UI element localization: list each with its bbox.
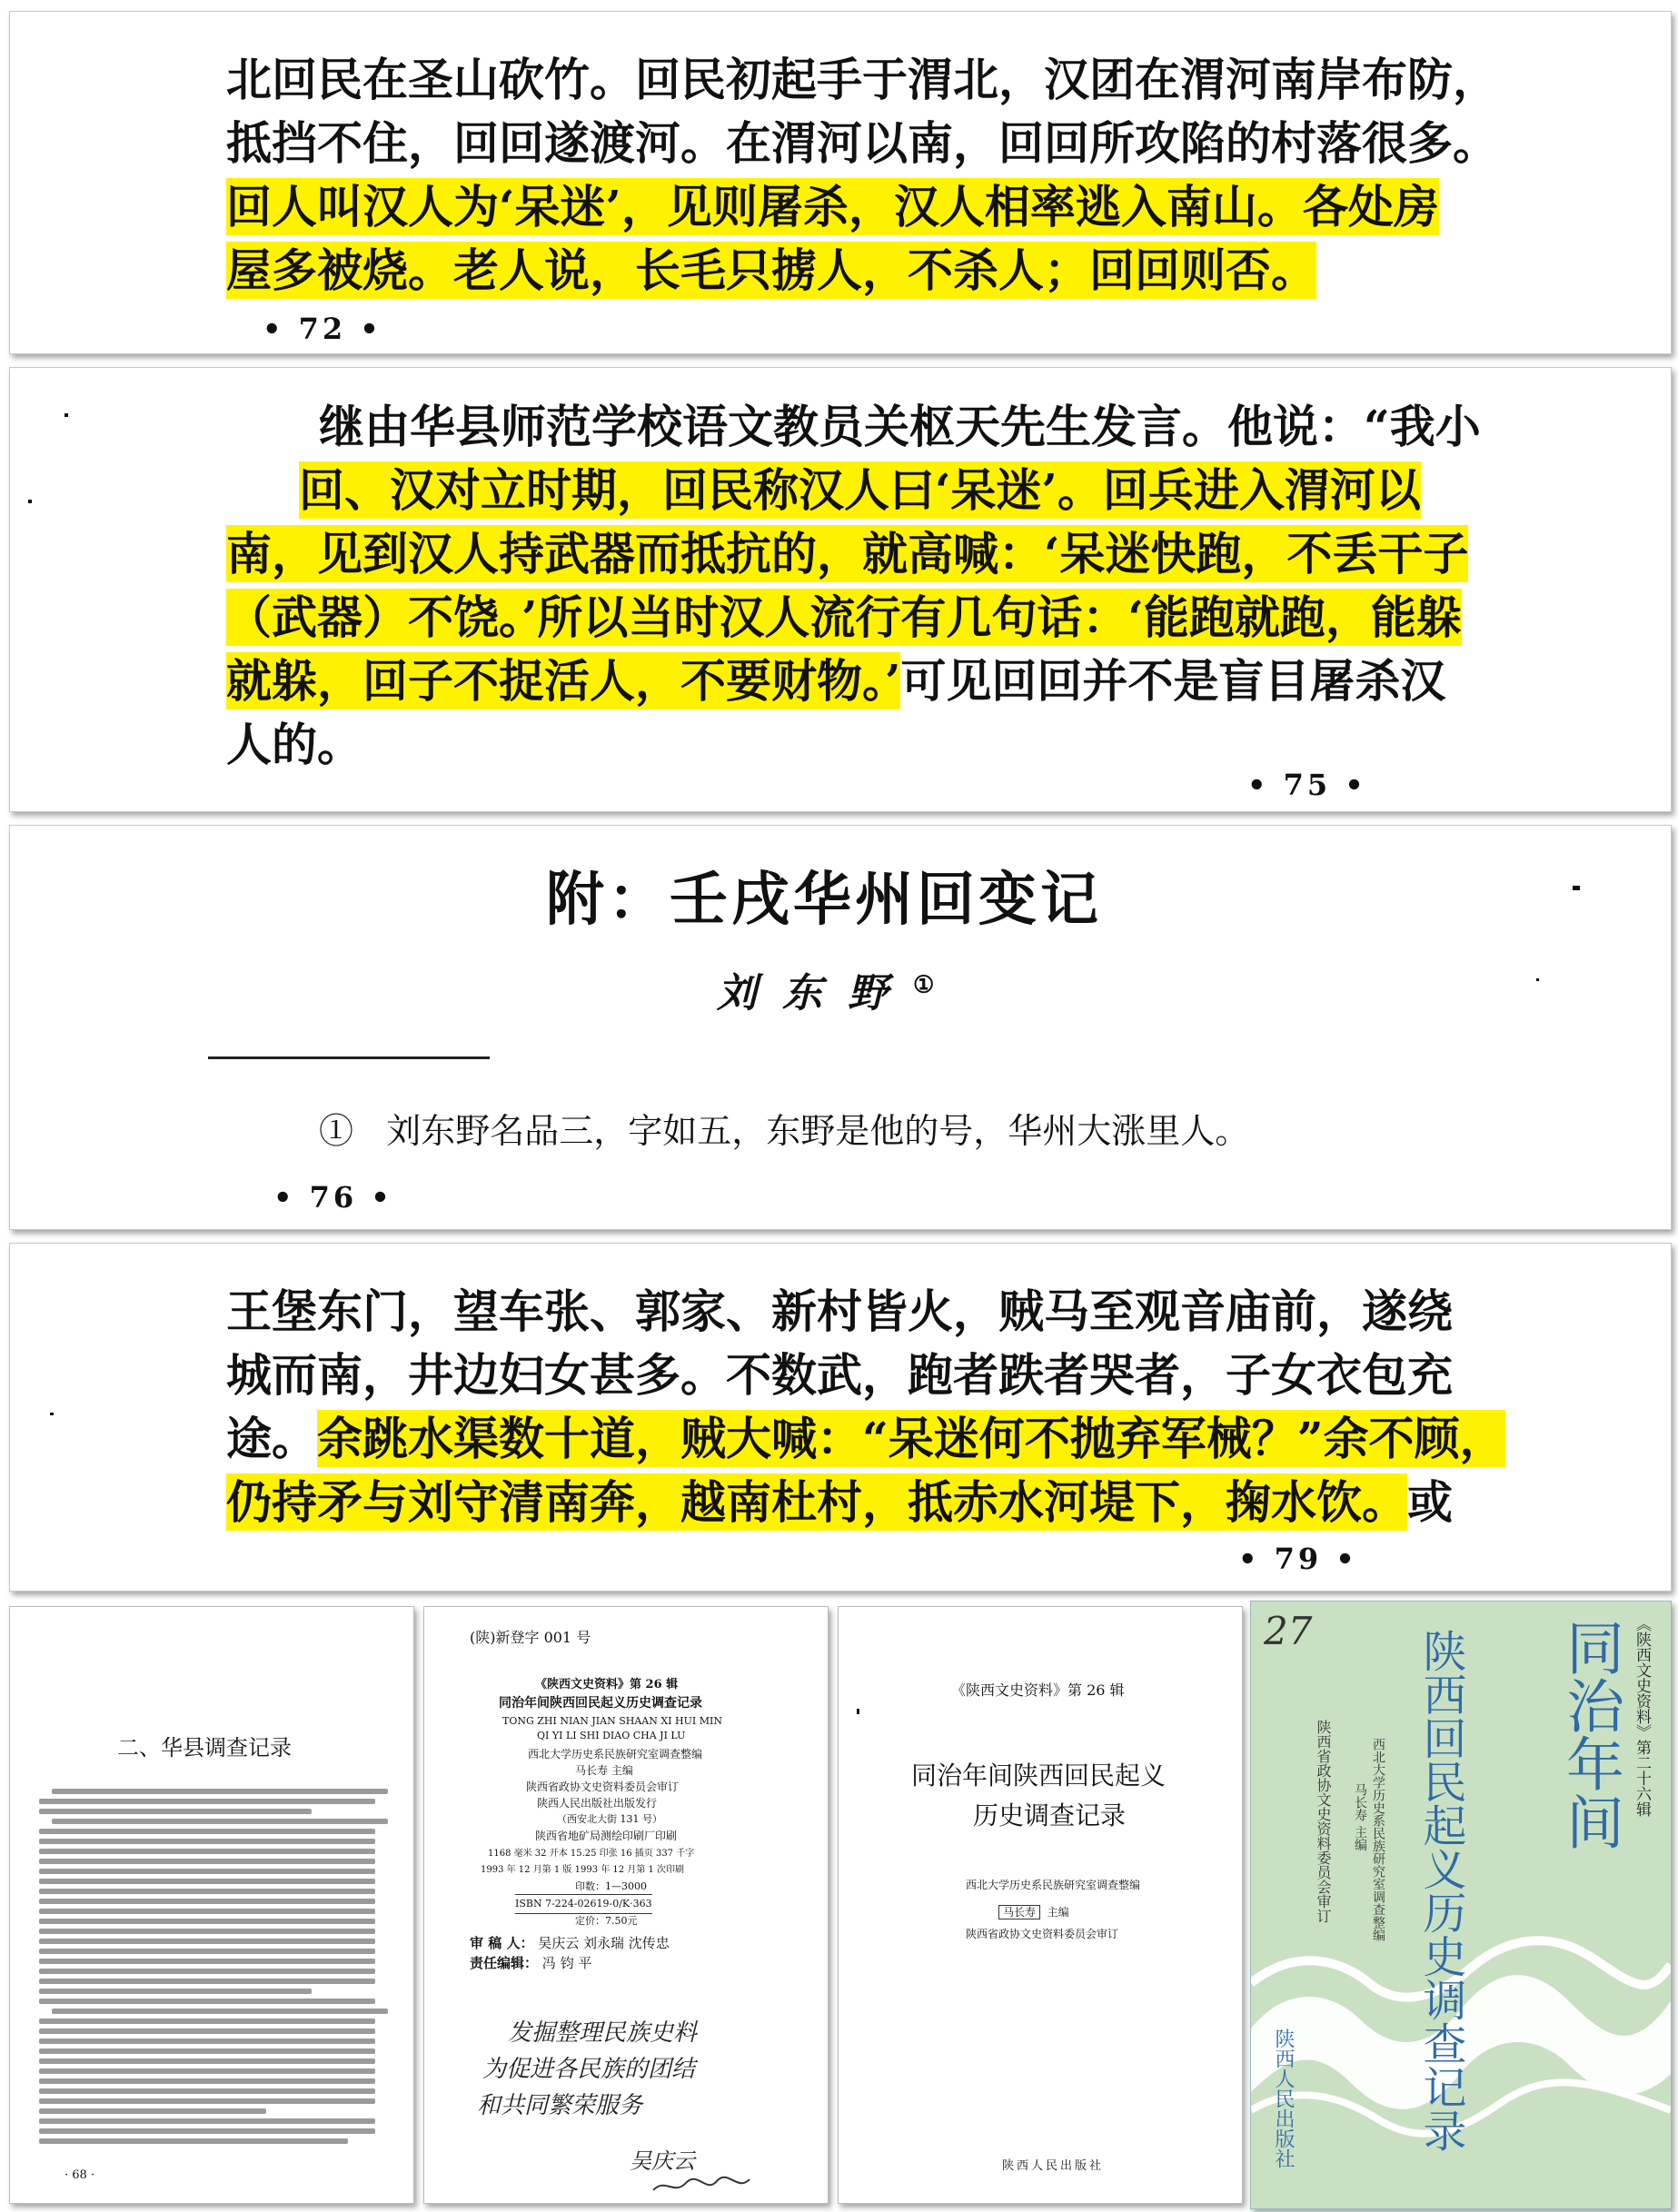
calligraphy-inscription: 和共同繁荣服务 xyxy=(477,2092,643,2119)
price: 定价：7.50元 xyxy=(575,1915,638,1927)
editor-name-box: 马长寿 xyxy=(998,1905,1040,1919)
text-line-placeholder xyxy=(39,2118,375,2124)
mixed-line: 仍持矛与刘守清南奔，越南杜村，抵赤水河堤下，掬水饮。或 xyxy=(226,1475,1453,1529)
section-heading: 二、华县调查记录 xyxy=(117,1735,292,1761)
footnote-rule xyxy=(208,1056,490,1059)
text-line-placeholder xyxy=(39,1849,375,1854)
pinyin-title: TONG ZHI NIAN JIAN SHAAN XI HUI MIN xyxy=(502,1715,722,1727)
text-line-placeholder xyxy=(39,2108,266,2114)
highlighted-line: 屋多被烧。老人说，长毛只掳人，不杀人；回回则否。 xyxy=(226,243,1316,297)
page-number: • 76 • xyxy=(273,1180,393,1215)
text-line-placeholder xyxy=(39,2048,375,2054)
series-name: 《陕西文史资料》第 26 辑 xyxy=(951,1681,1125,1699)
scan-speck xyxy=(1573,886,1580,890)
scan-speck xyxy=(50,1413,54,1415)
compiler: 西北大学历史系民族研究室调查整编 xyxy=(528,1748,703,1761)
text-line-placeholder xyxy=(39,1889,375,1894)
text-line-placeholder xyxy=(39,2038,375,2044)
printer: 陕西省地矿局测绘印刷厂印刷 xyxy=(535,1830,678,1842)
highlighted-line: 回人叫汉人为‘呆迷’，见则屠杀，汉人相率逃入南山。各处房 xyxy=(226,180,1439,233)
text-line-placeholder xyxy=(39,1989,312,1994)
text-line-placeholder xyxy=(39,1969,375,1974)
pinyin-title: QI YI LI SHI DIAO CHA JI LU xyxy=(537,1730,686,1741)
text-line-placeholder xyxy=(52,1819,388,1824)
text-line-placeholder xyxy=(39,2138,348,2144)
title-line: 历史调查记录 xyxy=(973,1800,1127,1830)
text-line-placeholder xyxy=(39,1799,375,1804)
format: 1168 毫米 32 开本 15.25 印张 16 插页 337 千字 xyxy=(488,1849,695,1859)
review-credits: 审 稿 人： 吴庆云 刘永瑞 沈传忠 xyxy=(470,1935,670,1951)
text-line-placeholder xyxy=(39,1839,375,1844)
text-line-placeholder xyxy=(39,1919,375,1924)
highlighted-line: 南，见到汉人持武器而抵抗的，就高喊：‘呆迷快跑，不丢干子 xyxy=(226,527,1469,580)
text-line-placeholder xyxy=(39,1959,375,1964)
text-line-placeholder xyxy=(39,1829,375,1834)
publisher: 陕西人民出版社出版发行 xyxy=(537,1797,658,1810)
highlighted-line: （武器）不饶。’所以当时汉人流行有几句话：‘能跑就跑，能躲 xyxy=(226,590,1462,644)
publisher: 陕西人民出版社 xyxy=(1002,2159,1105,2173)
book-title: 同治年间陕西回民起义历史调查记录 xyxy=(499,1696,702,1711)
text-line-placeholder xyxy=(52,2009,388,2014)
compiler-vertical: 西北大学历史系民族研究室调查整编 xyxy=(1371,1738,1385,1941)
scan-speck xyxy=(857,1709,859,1714)
series-name-vertical: 《陕西文史资料》第二十六辑 xyxy=(1633,1616,1651,1817)
text-line-placeholder xyxy=(39,1929,375,1934)
reviewer-vertical: 陕西省政协文史资料委员会审订 xyxy=(1315,1720,1332,1923)
signature-scribble xyxy=(651,2174,751,2197)
compiler: 西北大学历史系民族研究室调查整编 xyxy=(966,1879,1141,1891)
reviewer: 陕西省政协文史资料委员会审订 xyxy=(966,1928,1119,1940)
text-line-placeholder xyxy=(39,1879,375,1884)
reviewer: 陕西省政协文史资料委员会审订 xyxy=(526,1781,680,1793)
mixed-line: 就躲，回子不捉活人，不要财物。’可见回回并不是盲目屠杀汉 xyxy=(226,654,1446,708)
signature: 吴庆云 xyxy=(630,2148,695,2174)
text-line-placeholder xyxy=(39,1909,375,1914)
text-line: 继由华县师范学校语文教员关枢天先生发言。他说：“我小 xyxy=(319,400,1481,453)
isbn: ISBN 7-224-02619-0/K·363 xyxy=(515,1894,652,1914)
text-line-placeholder xyxy=(39,2128,375,2134)
scan-speck xyxy=(65,413,68,417)
publisher-address: （西安北大街 131 号） xyxy=(557,1813,662,1825)
title-line: 同治年间陕西回民起义 xyxy=(911,1761,1167,1790)
page-number: • 79 • xyxy=(1238,1542,1358,1576)
page-number: • 75 • xyxy=(1247,768,1367,802)
registration-number: (陕)新登字 001 号 xyxy=(470,1629,591,1646)
thumbnail-page-68 xyxy=(9,1606,414,2204)
text-line-placeholder xyxy=(52,1789,388,1794)
thumbnail-copyright-page xyxy=(423,1606,829,2204)
text-line-placeholder xyxy=(39,2068,375,2074)
publisher-vertical: 陕西人民出版社 xyxy=(1272,2028,1295,2168)
text-line-placeholder xyxy=(39,2058,375,2064)
excerpt-page-79 xyxy=(9,1243,1672,1592)
text-line-placeholder xyxy=(39,1979,375,1984)
text-line-placeholder xyxy=(39,1809,312,1814)
print-run: 印数：1—3000 xyxy=(575,1880,647,1892)
book-cover xyxy=(1250,1601,1672,2209)
text-line: 抵挡不住，回回遂渡河。在渭河以南，回回所攻陷的村落很多。 xyxy=(226,116,1498,170)
excerpt-page-72 xyxy=(9,11,1672,354)
scan-speck xyxy=(28,500,32,503)
handwritten-number: 27 xyxy=(1264,1609,1313,1653)
editor-vertical: 马长寿 主编 xyxy=(1353,1783,1367,1851)
scan-speck xyxy=(1536,978,1539,981)
cover-title-col1: 同治年间 xyxy=(1556,1618,1623,1850)
text-line: 王堡东门，望车张、郭家、新村皆火，贼马至观音庙前，遂绕 xyxy=(226,1285,1453,1338)
text-line-placeholder xyxy=(39,1939,375,1944)
excerpt-page-76 xyxy=(9,825,1672,1230)
page-number: • 72 • xyxy=(263,312,382,346)
excerpt-page-75 xyxy=(9,367,1672,812)
text-line-placeholder xyxy=(39,1999,375,2004)
text-line: 人的。 xyxy=(226,718,362,771)
highlighted-line: 回、汉对立时期，回民称汉人曰‘呆迷’。回兵进入渭河以 xyxy=(299,463,1421,517)
calligraphy-inscription: 发掘整理民族史料 xyxy=(508,2019,698,2047)
text-line-placeholder xyxy=(39,1899,375,1904)
text-line: 北回民在圣山砍竹。回民初起手于渭北，汉团在渭河南岸布防， xyxy=(226,53,1498,106)
series-name: 《陕西文史资料》第 26 辑 xyxy=(535,1678,679,1691)
text-line-placeholder xyxy=(39,2088,375,2094)
calligraphy-inscription: 为促进各民族的团结 xyxy=(482,2056,696,2083)
text-line-placeholder xyxy=(39,2019,375,2024)
edition: 1993 年 12 月第 1 版 1993 年 12 月第 1 次印刷 xyxy=(481,1865,685,1875)
article-author: 刘东野① xyxy=(717,970,935,1017)
mixed-line: 途。余跳水渠数十道，贼大喊：“呆迷何不抛弃军械？”余不顾， xyxy=(226,1412,1505,1465)
text-line-placeholder xyxy=(39,1859,375,1864)
text-line-placeholder xyxy=(39,2078,375,2084)
cover-title-col2: 陕西回民起义历史调查记录 xyxy=(1415,1629,1466,2152)
editor-credit: 马长寿 主编 xyxy=(998,1903,1069,1921)
text-line-placeholder xyxy=(39,1949,375,1954)
text-line: 城而南，井边妇女甚多。不数武，跑者跌者哭者，子女衣包充 xyxy=(226,1348,1453,1402)
editor-credit: 责任编辑： 冯 钧 平 xyxy=(470,1955,592,1971)
footnote: ① 刘东野名品三，字如五，东野是他的号，华州大涨里人。 xyxy=(319,1111,1250,1151)
text-line-placeholder xyxy=(39,2028,375,2034)
text-line-placeholder xyxy=(39,2098,375,2104)
thumbnail-title-page xyxy=(838,1606,1243,2204)
editor: 马长寿 主编 xyxy=(575,1764,633,1777)
article-title: 附：壬戌华州回变记 xyxy=(546,866,1102,934)
text-line-placeholder xyxy=(39,1869,375,1874)
page-number: · 68 · xyxy=(65,2168,95,2182)
